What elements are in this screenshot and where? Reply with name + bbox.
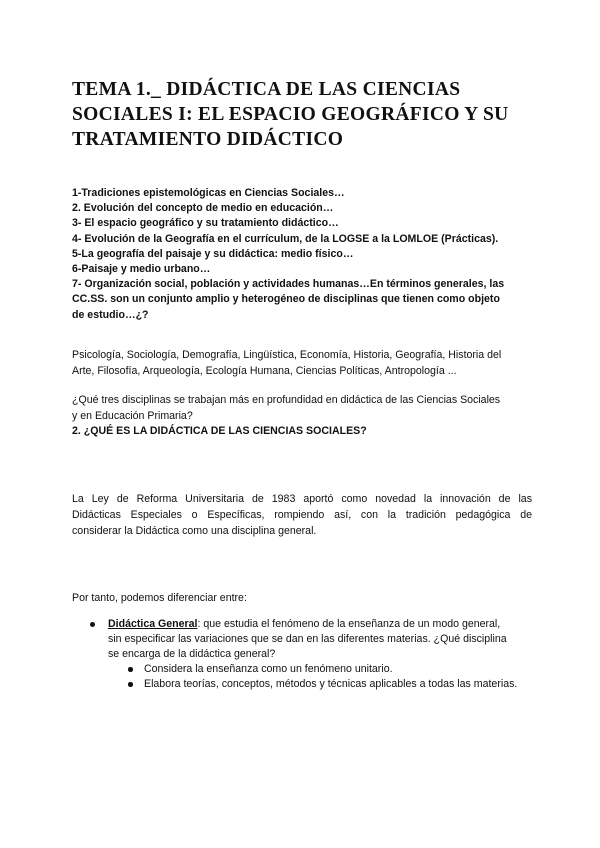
bullet-text: : que estudia el fenómeno de la enseñanza de un modo general,: [197, 618, 501, 630]
paragraph-line: Psicología, Sociología, Demografía, Lingüística, Economía, Historia, Geografía, Historia del: [72, 349, 502, 361]
toc-item: 5-La geografía del paisaje y su didáctica: medio físico…: [72, 247, 354, 260]
disciplines-paragraph: [72, 348, 532, 380]
title-line: TRATAMIENTO DIDÁCTICO: [72, 129, 344, 150]
paragraph-line: Arte, Filosofía, Arqueología, Ecología Humana, Ciencias Políticas, Antropología ...: [72, 364, 457, 377]
bullet-text-line: se encarga de la didáctica general?: [108, 648, 276, 661]
toc-item: 6-Paisaje y medio urbano…: [72, 263, 211, 276]
document-title: [72, 77, 532, 152]
bullet-icon: [128, 667, 133, 672]
term-didactica-general: Didáctica General: [108, 618, 198, 630]
section-heading: 2. ¿QUÉ ES LA DIDÁCTICA DE LAS CIENCIAS SOCIALES?: [72, 425, 367, 437]
sub-bullet-text: Considera la enseñanza como un fenómeno unitario.: [144, 663, 393, 675]
intro-line: Por tanto, podemos diferenciar entre:: [72, 592, 247, 604]
reform-paragraph: [72, 492, 532, 539]
sub-bullet-text: Elabora teorías, conceptos, métodos y técnicas aplicables a todas las materias.: [144, 678, 518, 690]
toc-item: 7- Organización social, población y actividades humanas…En términos generales, las: [72, 278, 505, 291]
title-line: TEMA 1._ DIDÁCTICA DE LAS CIENCIAS: [72, 79, 461, 100]
question-paragraph: [72, 393, 532, 425]
table-of-contents: [72, 186, 532, 323]
paragraph-line: y en Educación Primaria?: [72, 409, 193, 422]
paragraph-line: ¿Qué tres disciplinas se trabajan más en profundidad en didáctica de las Ciencias Sociales: [72, 394, 501, 406]
toc-item: de estudio…¿?: [72, 308, 149, 321]
paragraph-line: Didácticas Especiales o Específicas, rompiendo así, con la tradición pedagógica de: [72, 508, 532, 521]
bullet-icon: [128, 682, 133, 687]
paragraph-line: considerar la Didáctica como una disciplina general.: [72, 524, 317, 537]
toc-item: 4- Evolución de la Geografía en el currículum, de la LOGSE a la LOMLOE (Prácticas).: [72, 232, 499, 245]
title-line: SOCIALES I: EL ESPACIO GEOGRÁFICO Y SU: [72, 104, 509, 125]
bullet-icon: [90, 622, 95, 627]
sub-bullet-item: [144, 677, 526, 692]
toc-item: 1-Tradiciones epistemológicas en Ciencias Sociales…: [72, 187, 345, 199]
toc-item: 2. Evolución del concepto de medio en educación…: [72, 202, 334, 215]
bullet-text-line: sin especificar las variaciones que se dan en las diferentes materias. ¿Qué disciplina: [108, 633, 507, 646]
toc-item: CC.SS. son un conjunto amplio y heterogéneo de disciplinas que tienen como objeto: [72, 293, 500, 306]
sub-bullet-item: [144, 662, 526, 677]
bullet-didactica-general: [108, 617, 526, 663]
toc-item: 3- El espacio geográfico y su tratamiento didáctico…: [72, 217, 339, 230]
bullet-first-line: [108, 617, 526, 632]
paragraph-line: La Ley de Reforma Universitaria de 1983 aportó como novedad la innovación de las: [72, 493, 532, 505]
